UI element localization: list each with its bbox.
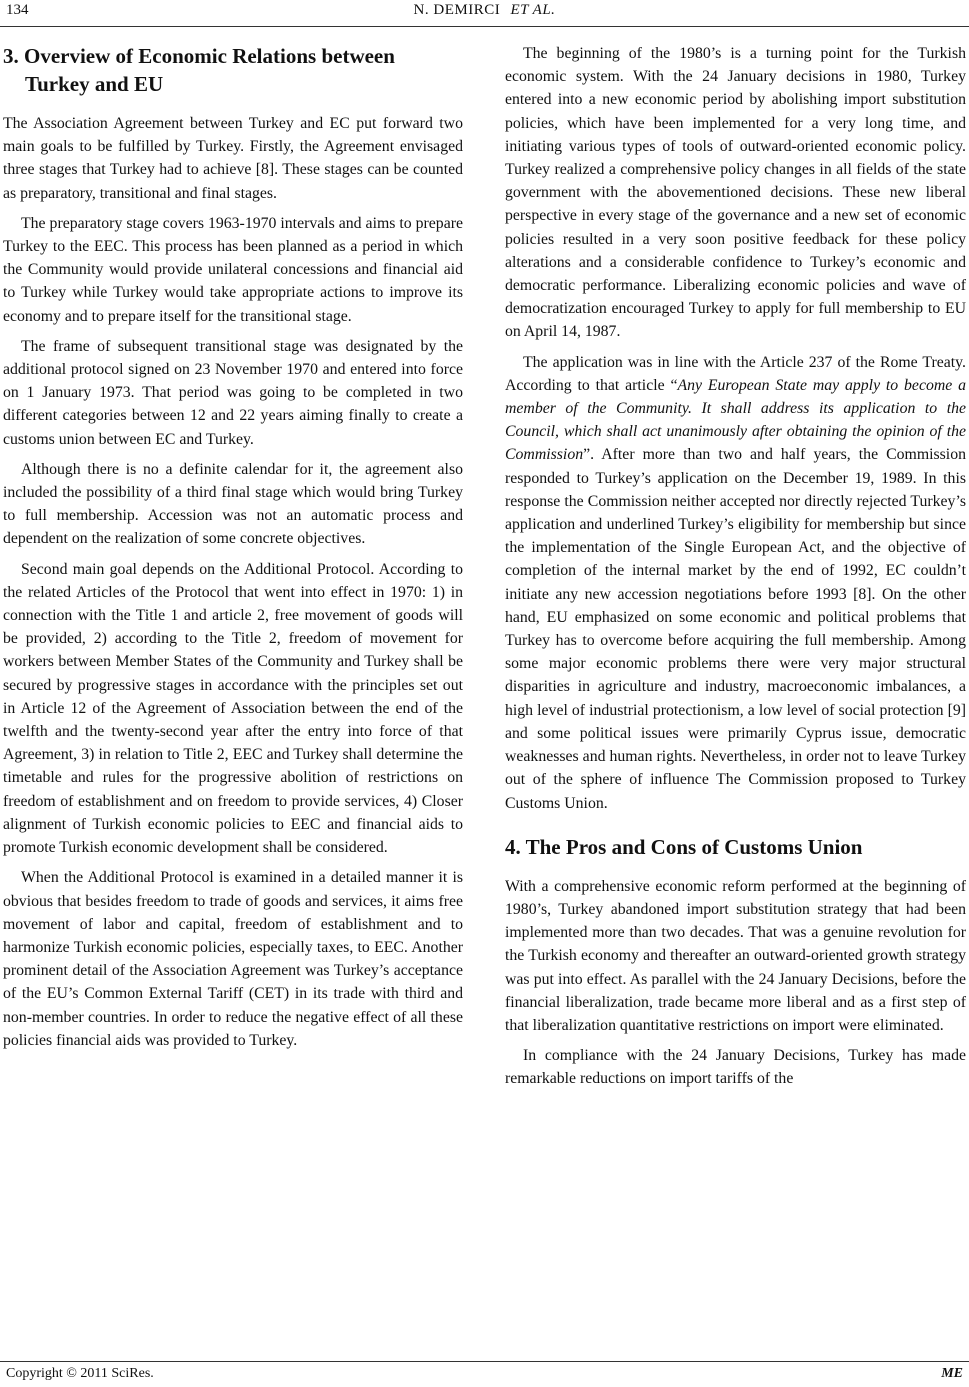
- left-column: [3, 42, 463, 1059]
- paragraph-rome-treaty: [505, 351, 966, 815]
- paragraph: With a comprehensive economic reform performed at the beginning of 1980’s, Turkey abandoned import substitution strategy that had been implemented more than two decades. That was a genuine revolution for the Turkish economy and thereafter an outward-oriented growth strategy was put into effect. As parallel with the 24 January Decisions, before the financial liberalization, trade became more liberal and as a first step of that liberalization quantitative restrictions on import were eliminated.: [505, 877, 966, 1034]
- section-3-heading: 3. Overview of Economic Relations between Turkey and EU: [3, 44, 395, 96]
- running-head-etal: ET AL.: [510, 2, 556, 18]
- paragraph: The preparatory stage covers 1963-1970 intervals and aims to prepare Turkey to the EEC. This process has been planned as a period in which the Community would provide unilateral concessions and financial aid to Turkey while Turkey would take appropriate actions to improve its economy and to prepare itself for the transitional stage.: [3, 214, 463, 325]
- paragraph-text: The application was in line with the Article 237 of the Rome Treaty. According to that article “: [505, 353, 966, 394]
- paragraph: The frame of subsequent transitional stage was designated by the additional protocol signed on 23 November 1970 and entered into force on 1 January 1973. That period was going to be completed in two different categories between 12 and 22 years aiming finally to create a customs union between EC and Turkey.: [3, 337, 463, 448]
- page-footer: [0, 1361, 969, 1387]
- paragraph: Second main goal depends on the Additional Protocol. According to the related Articles of the Protocol that went into effect in 1970: 1) in connection with the Title 1 and article 2, free movement of goods will be provided, 2) according to the Title 2, freedom of movement for workers between Member States of the Community and Turkey shall be secured by progressive stages in accordance with the principles set out in Article 12 of the Agreement of Association between the end of the twelfth and the twenty-second year after the entry into force of that Agreement, 3) in relation to Title 2, EEC and Turkey shall determine the timetable and rules for the progressive abolition of restrictions on freedom of establishment and on freedom to provide services, 4) Closer alignment of Turkish economic policies to EEC and financial aids to promote Turkish economic development shall be considered.: [3, 560, 463, 857]
- paragraph: The beginning of the 1980’s is a turning point for the Turkish economic system. With the 24 January decisions in 1980, Turkey entered into a new economic period by abolishing import substitution policies, which have been implemented for a very long time, and initiating various types of tools of outward-oriented economic policy. Turkey realized a comprehensive policy changes in all fields of the state government with the abovementioned decisions. These new liberal perspective in every stage of the governance and a new set of economic policies resulted in a very soon positive feedback for these policy alterations and a considerable confidence to Turkey’s economic and democratic performance. Liberalizing economic policies and wave of democratization encouraged Turkey to apply for full membership to EU on April 14, 1987.: [505, 45, 966, 341]
- paragraph: The Association Agreement between Turkey and EC put forward two main goals to be fulfilled by Turkey. Firstly, the Agreement envisaged three stages that Turkey had to achieve [8]. These stages can be counted as preparatory, transitional and final stages.: [3, 115, 463, 202]
- page-header: [0, 0, 969, 27]
- right-column: [505, 42, 966, 1098]
- section-4-heading: 4. The Pros and Cons of Customs Union: [505, 834, 863, 859]
- running-head: [0, 2, 969, 19]
- page-number: 134: [6, 2, 29, 18]
- paragraph: Although there is no a definite calendar for it, the agreement also included the possibility of a third final stage which would bring Turkey to full membership. Accession was not an automatic process and dependent on the realization of some concrete objectives.: [3, 460, 463, 548]
- journal-abbrev: ME: [941, 1366, 963, 1381]
- paragraph-text: ”. After more than two and half years, the Commission responded to Turkey’s application on the December 19, 1989. In this response the Commission neither accepted nor directly rejected Turkey’s application and underlined Turkey’s eligibility for membership but since the implementation of the Single European Act, and the objective of completion of the internal market by the end of 1992, EC couldn’t initiate any new accession negotiations before 1993 [8]. On the other hand, EU emphasized on some economic and political problems that Turkey has to overcome before acquiring the full membership. Among some major economic problems there were very major structural disparities in agriculture and industry, macroeconomic imbalances, a high level of industrial protectionism, a low level of social protection [9] and some political issues were primarily Cyprus issue, democratic weaknesses and human rights. Nevertheless, in order not to leave Turkey out of the sphere of influence The Commission proposed to Turkey Customs Union.: [505, 446, 966, 812]
- paragraph: When the Additional Protocol is examined in a detailed manner it is obvious that besides freedom to trade of goods and services, it aims free movement of labor and capital, freedom of establishment and to harmonize Turkish economic policies, especially taxes, to EEC. Another prominent detail of the Association Agreement was Turkey’s acceptance of the EU’s Common External Tariff (CET) in its trade with third and non-member countries. In order to reduce the negative effect of all these policies financial aids was provided to Turkey.: [3, 869, 463, 1049]
- running-head-authors: N. DEMIRCI: [413, 2, 501, 18]
- copyright-notice: Copyright © 2011 SciRes.: [6, 1366, 154, 1381]
- paragraph: In compliance with the 24 January Decisions, Turkey has made remarkable reductions on import tariffs of the: [505, 1047, 966, 1088]
- article-quote: Any European State may apply to become a member of the Community. It shall address its application to the Council, which shall act unanimously after obtaining the opinion of the Commission: [505, 376, 967, 464]
